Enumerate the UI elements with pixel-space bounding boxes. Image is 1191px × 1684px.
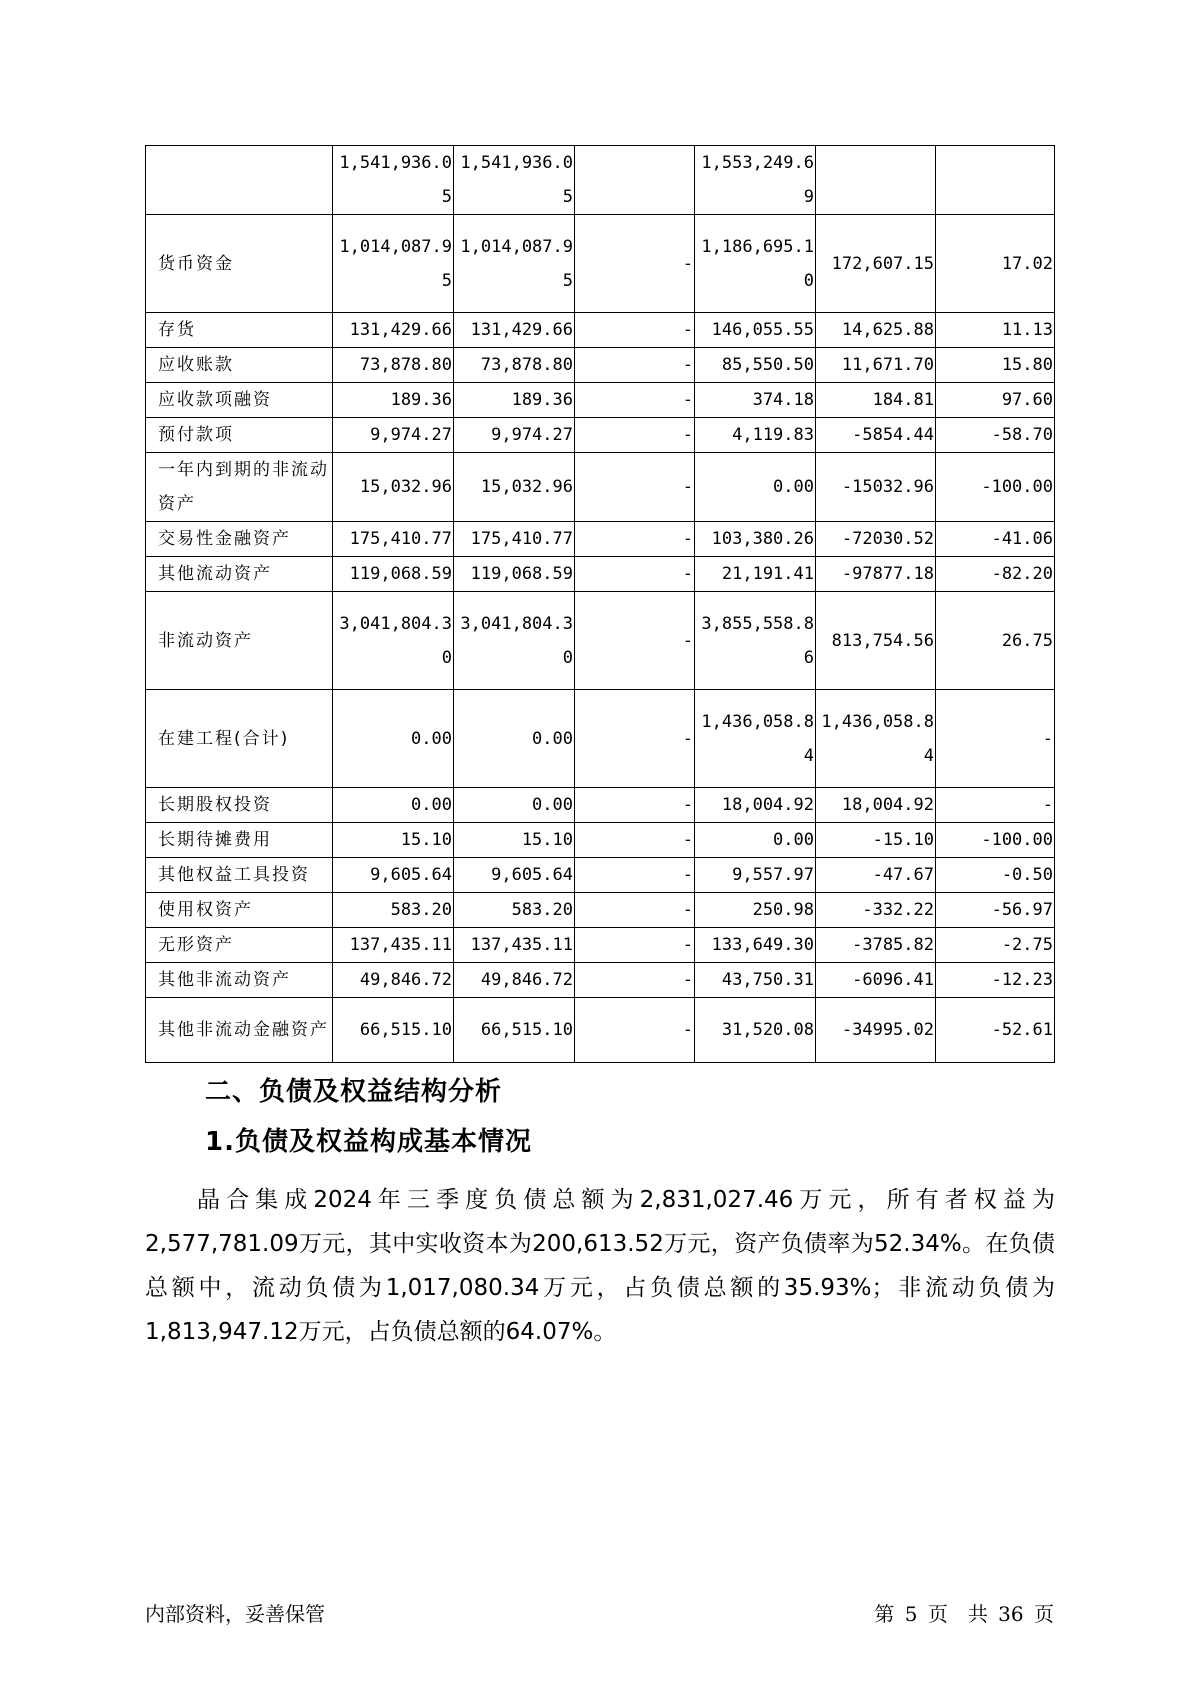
value-cell: - bbox=[575, 998, 695, 1063]
value-cell: 11.13 bbox=[936, 313, 1055, 348]
value-cell: 137,435.11 bbox=[333, 928, 454, 963]
value-cell: 175,410.77 bbox=[333, 522, 454, 557]
value-cell: -72030.52 bbox=[816, 522, 936, 557]
table-row bbox=[146, 522, 1055, 557]
row-name-cell: 货币资金 bbox=[146, 215, 333, 313]
value-cell: - bbox=[575, 453, 695, 522]
value-cell: 189.36 bbox=[454, 383, 575, 418]
value-cell: - bbox=[575, 893, 695, 928]
value-cell: 9,605.64 bbox=[454, 858, 575, 893]
value-cell: 9,557.97 bbox=[695, 858, 816, 893]
value-cell: -52.61 bbox=[936, 998, 1055, 1063]
value-cell: 184.81 bbox=[816, 383, 936, 418]
value-cell: - bbox=[575, 788, 695, 823]
value-cell: 3,041,804.30 bbox=[454, 592, 575, 690]
row-name-cell: 使用权资产 bbox=[146, 893, 333, 928]
row-name-cell: 其他非流动资产 bbox=[146, 963, 333, 998]
value-cell: -15.10 bbox=[816, 823, 936, 858]
table-row bbox=[146, 998, 1055, 1063]
value-cell: - bbox=[575, 963, 695, 998]
table-row bbox=[146, 557, 1055, 592]
value-cell: 0.00 bbox=[333, 690, 454, 788]
value-cell: -6096.41 bbox=[816, 963, 936, 998]
value-cell: 146,055.55 bbox=[695, 313, 816, 348]
value-cell: 1,553,249.69 bbox=[695, 146, 816, 215]
value-cell: -15032.96 bbox=[816, 453, 936, 522]
value-cell: 66,515.10 bbox=[333, 998, 454, 1063]
table-row bbox=[146, 383, 1055, 418]
value-cell: 3,041,804.30 bbox=[333, 592, 454, 690]
value-cell: -100.00 bbox=[936, 823, 1055, 858]
financial-table-body bbox=[146, 146, 1055, 1063]
value-cell: 131,429.66 bbox=[454, 313, 575, 348]
value-cell: -12.23 bbox=[936, 963, 1055, 998]
value-cell: 43,750.31 bbox=[695, 963, 816, 998]
value-cell: 15,032.96 bbox=[333, 453, 454, 522]
value-cell: -97877.18 bbox=[816, 557, 936, 592]
value-cell: - bbox=[575, 823, 695, 858]
value-cell: 0.00 bbox=[695, 453, 816, 522]
row-name-cell: 存货 bbox=[146, 313, 333, 348]
value-cell: 133,649.30 bbox=[695, 928, 816, 963]
row-name-cell: 长期股权投资 bbox=[146, 788, 333, 823]
row-name-cell: 其他非流动金融资产 bbox=[146, 998, 333, 1063]
value-cell: 73,878.80 bbox=[454, 348, 575, 383]
table-row bbox=[146, 348, 1055, 383]
value-cell: 1,541,936.05 bbox=[333, 146, 454, 215]
value-cell: -332.22 bbox=[816, 893, 936, 928]
value-cell: 1,436,058.84 bbox=[816, 690, 936, 788]
value-cell: 583.20 bbox=[333, 893, 454, 928]
row-name-cell: 其他流动资产 bbox=[146, 557, 333, 592]
value-cell: -2.75 bbox=[936, 928, 1055, 963]
value-cell: - bbox=[936, 788, 1055, 823]
section-subheading: 1.负债及权益构成基本情况 bbox=[205, 1127, 532, 1157]
value-cell: 1,541,936.05 bbox=[454, 146, 575, 215]
value-cell bbox=[816, 146, 936, 215]
value-cell: 1,436,058.84 bbox=[695, 690, 816, 788]
value-cell: 137,435.11 bbox=[454, 928, 575, 963]
table-row bbox=[146, 690, 1055, 788]
value-cell: 15.10 bbox=[333, 823, 454, 858]
value-cell: 3,855,558.86 bbox=[695, 592, 816, 690]
value-cell: 73,878.80 bbox=[333, 348, 454, 383]
value-cell: 31,520.08 bbox=[695, 998, 816, 1063]
value-cell: 21,191.41 bbox=[695, 557, 816, 592]
value-cell: 189.36 bbox=[333, 383, 454, 418]
value-cell: -82.20 bbox=[936, 557, 1055, 592]
table-row bbox=[146, 928, 1055, 963]
value-cell: - bbox=[575, 348, 695, 383]
value-cell: - bbox=[575, 858, 695, 893]
value-cell: - bbox=[575, 418, 695, 453]
value-cell: 131,429.66 bbox=[333, 313, 454, 348]
value-cell bbox=[936, 146, 1055, 215]
value-cell: 103,380.26 bbox=[695, 522, 816, 557]
row-name-cell: 应收账款 bbox=[146, 348, 333, 383]
value-cell: 14,625.88 bbox=[816, 313, 936, 348]
value-cell: 0.00 bbox=[333, 788, 454, 823]
value-cell: -34995.02 bbox=[816, 998, 936, 1063]
value-cell bbox=[575, 146, 695, 215]
table-row bbox=[146, 823, 1055, 858]
value-cell: 4,119.83 bbox=[695, 418, 816, 453]
value-cell: - bbox=[575, 928, 695, 963]
value-cell: - bbox=[575, 522, 695, 557]
value-cell: 374.18 bbox=[695, 383, 816, 418]
row-name-cell: 预付款项 bbox=[146, 418, 333, 453]
value-cell: 813,754.56 bbox=[816, 592, 936, 690]
value-cell: - bbox=[575, 557, 695, 592]
value-cell: 85,550.50 bbox=[695, 348, 816, 383]
row-name-cell bbox=[146, 146, 333, 215]
value-cell: 1,186,695.10 bbox=[695, 215, 816, 313]
row-name-cell: 在建工程(合计) bbox=[146, 690, 333, 788]
value-cell: -58.70 bbox=[936, 418, 1055, 453]
financial-table bbox=[145, 145, 1055, 1063]
value-cell: -3785.82 bbox=[816, 928, 936, 963]
value-cell: 18,004.92 bbox=[816, 788, 936, 823]
row-name-cell: 无形资产 bbox=[146, 928, 333, 963]
section-heading: 二、负债及权益结构分析 bbox=[205, 1077, 503, 1107]
value-cell: 49,846.72 bbox=[333, 963, 454, 998]
row-name-cell: 长期待摊费用 bbox=[146, 823, 333, 858]
table-row bbox=[146, 453, 1055, 522]
value-cell: 0.00 bbox=[454, 690, 575, 788]
value-cell: -0.50 bbox=[936, 858, 1055, 893]
row-name-cell: 交易性金融资产 bbox=[146, 522, 333, 557]
page-number: 第 5 页 共 36 页 bbox=[874, 1602, 1054, 1626]
value-cell: - bbox=[575, 592, 695, 690]
row-name-cell: 其他权益工具投资 bbox=[146, 858, 333, 893]
value-cell: - bbox=[575, 383, 695, 418]
table-row bbox=[146, 788, 1055, 823]
value-cell: 15.80 bbox=[936, 348, 1055, 383]
value-cell: 66,515.10 bbox=[454, 998, 575, 1063]
value-cell: 119,068.59 bbox=[333, 557, 454, 592]
value-cell: 1,014,087.95 bbox=[454, 215, 575, 313]
value-cell: -41.06 bbox=[936, 522, 1055, 557]
value-cell: -47.67 bbox=[816, 858, 936, 893]
value-cell: 15,032.96 bbox=[454, 453, 575, 522]
value-cell: 18,004.92 bbox=[695, 788, 816, 823]
value-cell: 1,014,087.95 bbox=[333, 215, 454, 313]
value-cell: - bbox=[575, 215, 695, 313]
value-cell: -5854.44 bbox=[816, 418, 936, 453]
table-row bbox=[146, 963, 1055, 998]
value-cell: - bbox=[936, 690, 1055, 788]
value-cell: 26.75 bbox=[936, 592, 1055, 690]
value-cell: 15.10 bbox=[454, 823, 575, 858]
row-name-cell: 非流动资产 bbox=[146, 592, 333, 690]
value-cell: 9,974.27 bbox=[454, 418, 575, 453]
value-cell: - bbox=[575, 690, 695, 788]
value-cell: 9,605.64 bbox=[333, 858, 454, 893]
table-row bbox=[146, 592, 1055, 690]
value-cell: 0.00 bbox=[454, 788, 575, 823]
table-row bbox=[146, 146, 1055, 215]
value-cell: 17.02 bbox=[936, 215, 1055, 313]
body-paragraph bbox=[145, 1178, 1055, 1354]
value-cell: 0.00 bbox=[695, 823, 816, 858]
value-cell: 583.20 bbox=[454, 893, 575, 928]
table-row bbox=[146, 858, 1055, 893]
value-cell: 175,410.77 bbox=[454, 522, 575, 557]
row-name-cell: 一年内到期的非流动资产 bbox=[146, 453, 333, 522]
body-paragraph-text: 晶合集成2024年三季度负债总额为2,831,027.46万元，所有者权益为2,577,781.09万元，其中实收资本为200,613.52万元，资产负债率为52.34%。在负债总额中，流动负债为1,017,080.34万元，占负债总额的35.93%；非流动负债为1,813,947.12万元，占负债总额的64.07%。 bbox=[145, 1187, 1055, 1345]
value-cell: 97.60 bbox=[936, 383, 1055, 418]
value-cell: 172,607.15 bbox=[816, 215, 936, 313]
table-row bbox=[146, 418, 1055, 453]
value-cell: -100.00 bbox=[936, 453, 1055, 522]
value-cell: 250.98 bbox=[695, 893, 816, 928]
table-row bbox=[146, 893, 1055, 928]
table-row bbox=[146, 215, 1055, 313]
footer-confidential-note: 内部资料，妥善保管 bbox=[145, 1602, 325, 1626]
value-cell: 119,068.59 bbox=[454, 557, 575, 592]
value-cell: -56.97 bbox=[936, 893, 1055, 928]
value-cell: - bbox=[575, 313, 695, 348]
row-name-cell: 应收款项融资 bbox=[146, 383, 333, 418]
value-cell: 49,846.72 bbox=[454, 963, 575, 998]
value-cell: 9,974.27 bbox=[333, 418, 454, 453]
value-cell: 11,671.70 bbox=[816, 348, 936, 383]
table-row bbox=[146, 313, 1055, 348]
